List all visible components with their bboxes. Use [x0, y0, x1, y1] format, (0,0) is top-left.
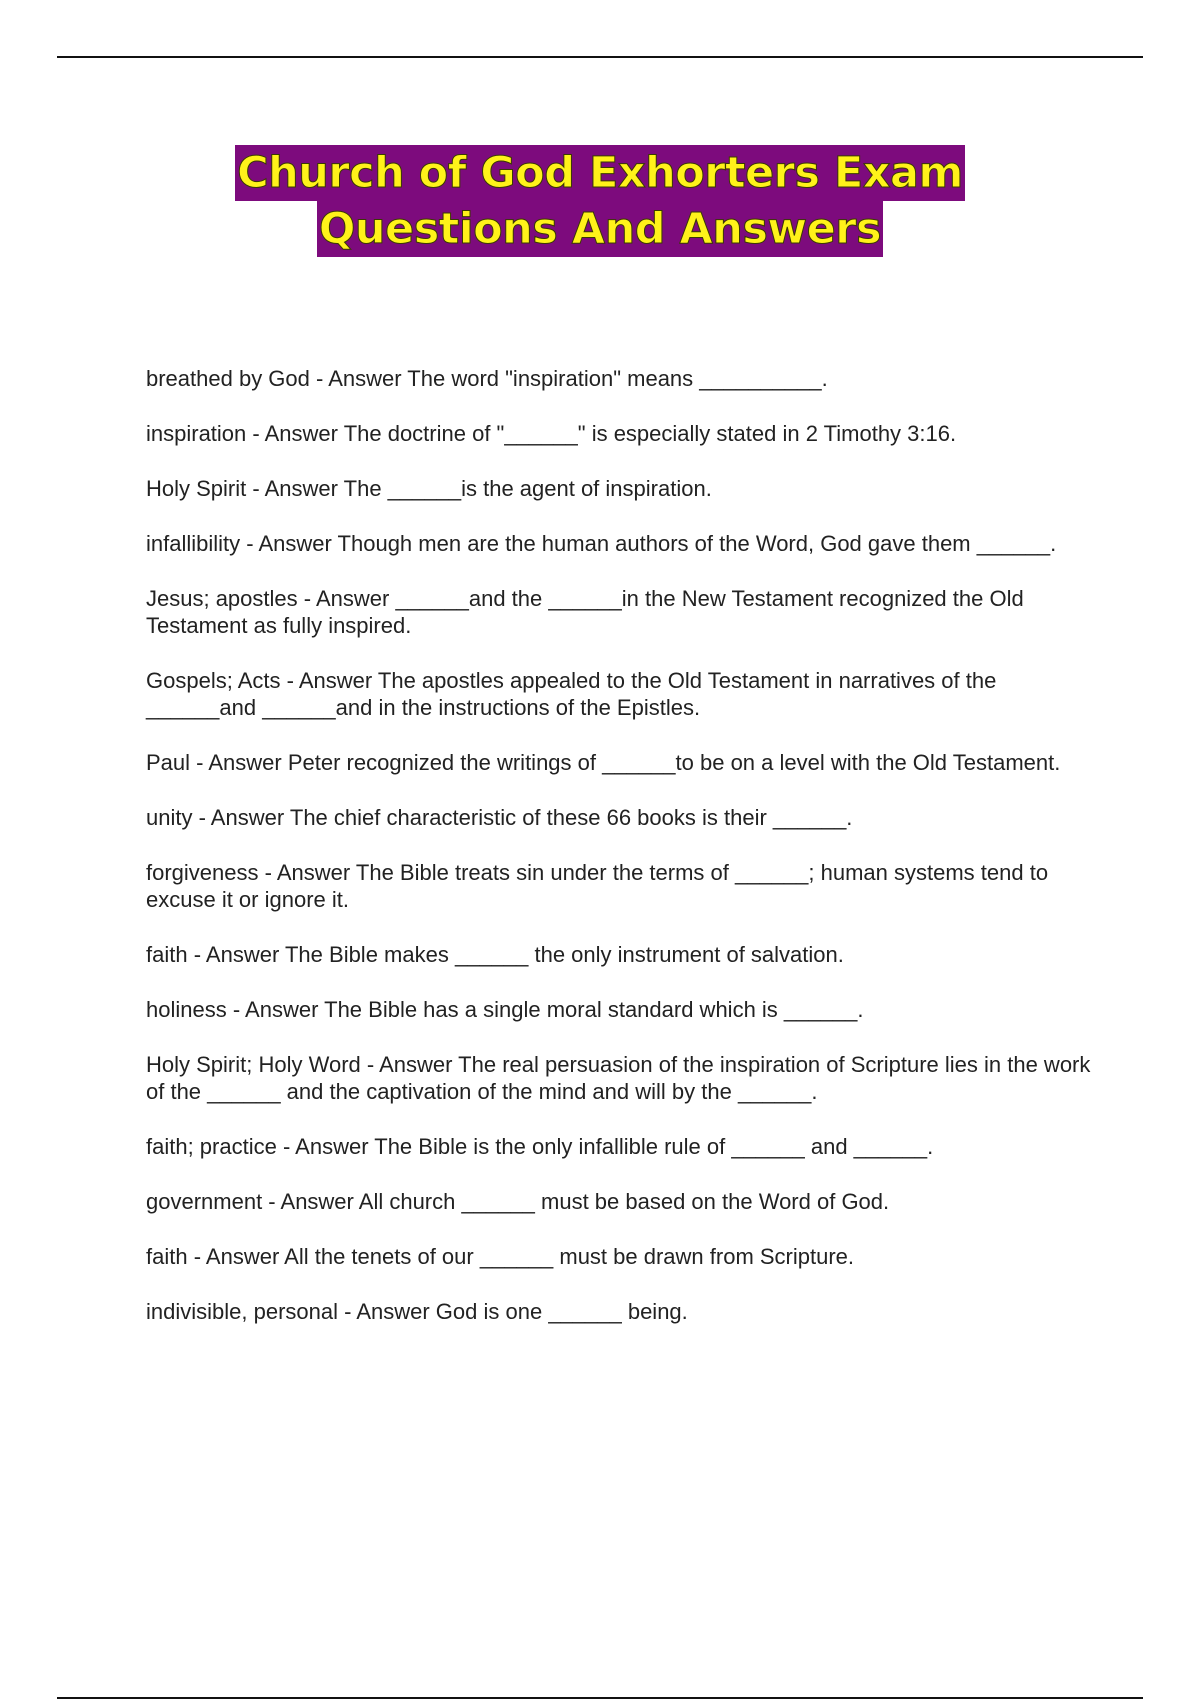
- qa-list: [146, 365, 1096, 1353]
- qa-item: holiness - Answer The Bible has a single moral standard which is ______.: [146, 997, 864, 1022]
- qa-item: faith - Answer The Bible makes ______ the only instrument of salvation.: [146, 942, 844, 967]
- qa-item: Jesus; apostles - Answer ______and the ______in the New Testament recognized the Old Testament as fully inspired.: [146, 586, 1030, 638]
- qa-item: indivisible, personal - Answer God is one ______ being.: [146, 1299, 688, 1324]
- qa-item: Paul - Answer Peter recognized the writings of ______to be on a level with the Old Testament.: [146, 750, 1061, 775]
- qa-item: government - Answer All church ______ must be based on the Word of God.: [146, 1189, 890, 1214]
- qa-item: unity - Answer The chief characteristic of these 66 books is their ______.: [146, 805, 853, 830]
- qa-item: Holy Spirit - Answer The ______is the agent of inspiration.: [146, 476, 712, 501]
- qa-item: inspiration - Answer The doctrine of "______" is especially stated in 2 Timothy 3:16.: [146, 421, 957, 446]
- bottom-rule: [57, 1697, 1143, 1699]
- qa-item: forgiveness - Answer The Bible treats sin under the terms of ______; human systems tend to excuse it or ignore it.: [146, 860, 1055, 912]
- qa-item: breathed by God - Answer The word "inspiration" means __________.: [146, 366, 828, 391]
- qa-item: infallibility - Answer Though men are the human authors of the Word, God gave them ______.: [146, 531, 1057, 556]
- qa-item: faith - Answer All the tenets of our ______ must be drawn from Scripture.: [146, 1244, 855, 1269]
- top-rule: [57, 56, 1143, 58]
- qa-item: Gospels; Acts - Answer The apostles appealed to the Old Testament in narratives of the ______and ______and in the instructions of the Epistles.: [146, 668, 1003, 720]
- title-line-2: Questions And Answers: [317, 201, 883, 257]
- qa-item: Holy Spirit; Holy Word - Answer The real persuasion of the inspiration of Scripture lies in the work of the ______ and the captivation of the mind and will by the ______.: [146, 1052, 1097, 1104]
- title-line-1: Church of God Exhorters Exam: [235, 145, 965, 201]
- qa-item: faith; practice - Answer The Bible is the only infallible rule of ______ and ______.: [146, 1134, 934, 1159]
- document-title: [0, 145, 1200, 257]
